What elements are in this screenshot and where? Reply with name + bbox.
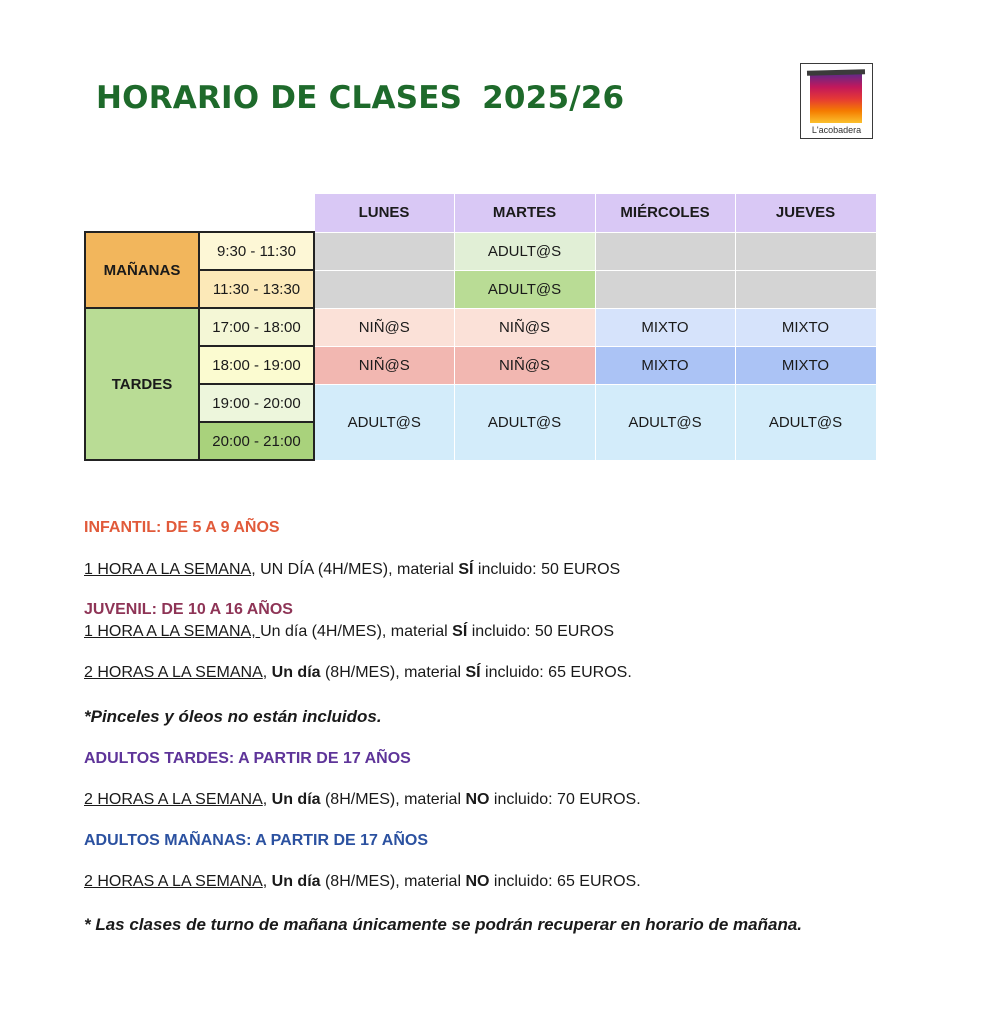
class-cell: ADULT@S [735,384,876,460]
logo-text: L'acobadera [811,125,862,135]
juvenil-heading: JUVENIL: DE 10 A 16 AÑOS [84,601,293,618]
day-header-martes: MARTES [454,194,595,233]
text: , [262,664,272,681]
class-cell: NIÑ@S [454,308,595,346]
class-cell: MIXTO [595,346,735,384]
adultos-tardes-price-line [84,791,641,809]
class-cell: ADULT@S [595,384,735,460]
block-mananas: MAÑANAS [85,232,199,308]
text-bold: NO [465,873,490,890]
class-cell: ADULT@S [454,232,595,270]
day-header-jueves: JUEVES [735,194,876,233]
class-cell: NIÑ@S [314,308,454,346]
class-cell: ADULT@S [314,384,454,460]
corner-cell [85,194,199,233]
text: (8H/MES), material [320,664,466,681]
text-bold: NO [465,791,490,808]
day-header-lunes: LUNES [314,194,454,233]
class-cell-empty [595,232,735,270]
text: incluido: 65 EUROS. [480,664,632,681]
text-bold: SÍ [465,664,481,681]
class-cell-empty [314,270,454,308]
text-underlined: 1 HORA A LA SEMANA [84,561,252,578]
text: Un día (4H/MES), material [260,623,453,640]
time-slot: 18:00 - 19:00 [199,346,314,384]
row-1700 [85,308,876,346]
juvenil-price-line-2 [84,664,632,682]
class-cell: NIÑ@S [314,346,454,384]
text: , [262,873,272,890]
title-year: 2025/26 [482,80,625,116]
class-cell: MIXTO [735,308,876,346]
text: incluido: 50 EUROS [467,623,614,640]
time-slot: 11:30 - 13:30 [199,270,314,308]
row-1800 [85,346,876,384]
logo-gradient-icon [810,73,862,123]
text-bold: SÍ [452,623,468,640]
time-slot: 17:00 - 18:00 [199,308,314,346]
text-underlined: 1 HORA A LA SEMANA, [84,623,261,640]
infantil-price-line [84,561,620,579]
text: (8H/MES), material [320,791,466,808]
day-header-miercoles: MIÉRCOLES [595,194,735,233]
logo [800,63,873,139]
juvenil-price-line-1 [84,623,614,641]
text: incluido: 50 EUROS [473,561,621,578]
infantil-heading: INFANTIL: DE 5 A 9 AÑOS [84,519,280,536]
adultos-mananas-heading: ADULTOS MAÑANAS: A PARTIR DE 17 AÑOS [84,832,429,849]
block-tardes: TARDES [85,308,199,460]
class-cell: MIXTO [595,308,735,346]
text-bold: Un día [271,791,321,808]
pinceles-note: *Pinceles y óleos no están incluidos. [84,707,382,726]
row-1900 [85,384,876,422]
schedule-table [84,193,877,461]
corner-cell [199,194,314,233]
class-cell-empty [735,270,876,308]
text-bold: Un día [271,664,321,681]
text: incluido: 65 EUROS. [489,873,641,890]
text: , UN DÍA (4H/MES), material [251,561,459,578]
class-cell: ADULT@S [454,270,595,308]
header-row [85,194,876,233]
time-slot: 20:00 - 21:00 [199,422,314,460]
text: , [262,791,272,808]
page-title [96,80,624,116]
class-cell-empty [595,270,735,308]
text: incluido: 70 EUROS. [489,791,641,808]
row-0930 [85,232,876,270]
recuperar-note: * Las clases de turno de mañana únicamente se podrán recuperar en horario de mañana. [84,915,803,934]
text: (8H/MES), material [320,873,466,890]
adultos-tardes-heading: ADULTOS TARDES: A PARTIR DE 17 AÑOS [84,750,411,767]
class-cell: NIÑ@S [454,346,595,384]
row-1130 [85,270,876,308]
text-bold: Un día [271,873,321,890]
text-bold: SÍ [458,561,474,578]
text-underlined: 2 HORAS A LA SEMANA [84,873,263,890]
time-slot: 19:00 - 20:00 [199,384,314,422]
class-cell: ADULT@S [454,384,595,460]
time-slot: 9:30 - 11:30 [199,232,314,270]
class-cell: MIXTO [735,346,876,384]
text-underlined: 2 HORAS A LA SEMANA [84,664,263,681]
text-underlined: 2 HORAS A LA SEMANA [84,791,263,808]
title-text: HORARIO DE CLASES [96,80,463,116]
adultos-mananas-price-line [84,873,641,891]
class-cell-empty [314,232,454,270]
class-cell-empty [735,232,876,270]
